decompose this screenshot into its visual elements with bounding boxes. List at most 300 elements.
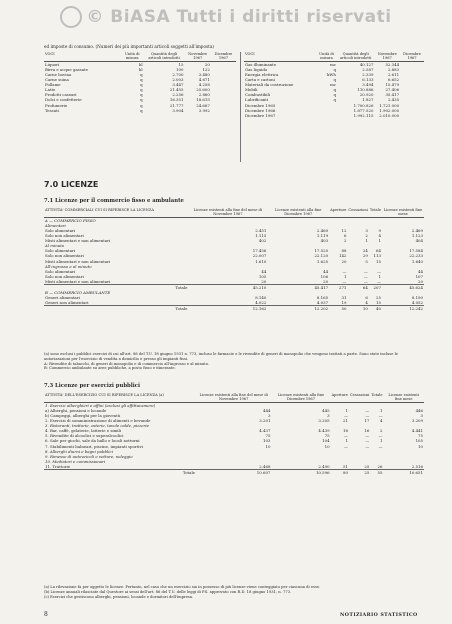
esercizi-cell: 105 (415, 438, 423, 444)
commercio-cell: Generi non alimentari (45, 300, 89, 306)
esercizi-cell: 17 (364, 418, 370, 424)
top-right-cell: Combustibili (245, 92, 271, 98)
commercio-cell: 4.022 (255, 300, 267, 306)
commercio-cell: — (363, 278, 368, 284)
commercio-cell: 3 (365, 228, 368, 233)
top-left-cell: 3.447 (172, 82, 184, 88)
top-left-cell: hl (138, 66, 143, 72)
esercizi-cell: 103 (262, 438, 271, 444)
esercizi-cell: 10 (265, 443, 271, 449)
top-left-cell: 2.256 (172, 92, 184, 98)
top-right-cell: Lubrificanti (245, 97, 269, 103)
top-left-cell: 21.777 (169, 102, 184, 108)
commercio-cell: 20 (323, 278, 329, 284)
top-left-cell: hl (138, 61, 143, 67)
commercio-cell: 106 (320, 273, 329, 279)
esercizi-cell: 75 (418, 433, 423, 439)
esercizi-cell: 4.439 (318, 428, 330, 434)
commercio-cell: 105 (258, 273, 267, 279)
top-right-cell: Gas illuminante (245, 61, 277, 67)
top-right-cell: 1.700.826 (353, 102, 374, 108)
top-left-cell: Prodotti caseari (45, 92, 77, 98)
commercio-cell: 17.520 (314, 248, 329, 254)
commercio-cell: Misti alimentari e non alimentari (45, 278, 111, 284)
commercio-cell: 142 (338, 253, 347, 259)
esercizi-cell: 10 (418, 443, 423, 449)
commercio-cell: 20 (341, 258, 347, 264)
commercio-cell: 6 (343, 233, 347, 239)
top-right-cell: 2.611 (387, 72, 400, 77)
commercio-cell: Solo non alimentari (45, 233, 84, 239)
top-right-cell: 110.886 (357, 87, 374, 93)
top-right-cell: 40.127 (359, 61, 374, 67)
top-right-cell: 52.344 (385, 61, 400, 67)
esercizi-header-row (44, 393, 424, 402)
commercio-cell: 271 (329, 285, 347, 291)
commercio-cell: 50 (329, 306, 347, 312)
esercizi-cell: 3. Ristoranti, trattorie, osterie, tavole calde, pizzerie (45, 423, 149, 429)
esercizi-cell: 1 (345, 407, 348, 413)
esercizi-cell: 21 (342, 418, 348, 424)
esercizi-cell: 6. Sale per giochi, sale da ballo e locali notturni (45, 438, 140, 444)
esercizi-cell: 51 (342, 463, 348, 469)
commercio-cell: 40 (369, 306, 382, 312)
esercizi-cell: — (365, 438, 370, 444)
commercio-cell: 1.115 (255, 233, 267, 239)
esercizi-cell: — (365, 413, 370, 418)
publication-name: NOTIZIARIO STATISTICO (340, 612, 418, 618)
table-esercizi-pubblici (44, 393, 424, 475)
esercizi-cell: 11. Trattorie (45, 463, 71, 469)
esercizi-cell: 26 (377, 463, 383, 469)
esercizi-column-header: Cessazioni (349, 393, 370, 402)
top-left-cell: Pollame (45, 82, 61, 88)
esercizi-cell: 75 (324, 433, 330, 439)
top-left-cell: q (140, 102, 143, 108)
commercio-cell: 20 (418, 278, 423, 284)
top-right-cell: 1.992.115 (353, 112, 374, 118)
esercizi-cell: 4 (379, 418, 383, 424)
esercizi-cell: 80 (331, 470, 349, 476)
commercio-cell: 2.460 (316, 228, 329, 233)
section-heading: 7.0 LICENZE (44, 180, 99, 189)
top-right-cell: Carta e cartoni (245, 77, 275, 83)
esercizi-cell: 18 (342, 428, 348, 434)
esercizi-cell: 8. Alberghi diurni e bagni pubblici (45, 448, 113, 454)
top-right-cell: q (333, 87, 336, 93)
esercizi-cell: 3 (267, 413, 271, 418)
commercio-cell: 2 (365, 233, 368, 239)
top-left-cell: 2.860 (198, 92, 210, 98)
top-left-cell: 100 (176, 66, 184, 72)
commercio-cell: — (342, 268, 347, 274)
commercio-cell: 12.162 (188, 306, 267, 312)
commercio-cell: 24 (362, 248, 368, 254)
commercio-note: (a) sono esclusi i pubblici esercizi di cui all'art. 86 del T.U. 18 giugno 1931 n. 773, incluso le farmacie e le rivendite di generi di monopolio che vengono trattati a parte. Sono state incluse le autorizzazioni per l'esercizio di vendita a domicilio e presso gli impianti fissi. (44, 352, 398, 361)
esercizi-cell: — (344, 433, 348, 439)
seal-icon (60, 6, 82, 28)
top-left-column-header: Dicembre 1967 (211, 52, 236, 61)
esercizi-cell: 25 (364, 463, 370, 469)
commercio-cell: 12 (341, 228, 347, 233)
commercio-cell: All'ingrosso e al minuto (45, 263, 92, 269)
commercio-cell: 1 (365, 238, 368, 244)
esercizi-cell: 1 (345, 438, 348, 444)
top-left-cell: q (140, 82, 143, 88)
commercio-cell: — (363, 273, 368, 279)
esercizi-cell: 1 (379, 407, 383, 413)
esercizi-cell: 75 (265, 433, 271, 439)
commercio-cell: Solo alimentari (45, 228, 76, 233)
commercio-cell: 12.242 (382, 306, 424, 312)
esercizi-column-header: Aperture (331, 393, 349, 402)
esercizi-cell: a) Alberghi, pensioni e locande (45, 407, 107, 413)
top-table-divider (240, 52, 241, 162)
top-right-cell: 35.417 (385, 92, 400, 98)
top-left-cell: 3.904 (172, 107, 184, 113)
commercio-header-row (44, 208, 424, 217)
esercizi-column-header: Totale (370, 393, 383, 402)
top-left-cell: 20 (204, 61, 210, 67)
top-left-column-header: VOCI (44, 52, 121, 61)
top-right-row (244, 113, 424, 118)
esercizi-cell: 104 (322, 438, 330, 444)
top-left-cell: 122 (202, 66, 210, 72)
top-right-column-header: Novembre 1967 (374, 52, 400, 61)
commercio-row (44, 306, 424, 312)
esercizi-cell: 10 (324, 443, 330, 449)
top-left-row (44, 108, 236, 113)
commercio-cell: 207 (369, 285, 382, 291)
commercio-note: A: Rivendite di tabacchi, di generi di monopolio e di commercio all'ingrosso e al minuto. (44, 361, 210, 366)
top-right-header-row (244, 52, 424, 61)
esercizi-cell: 3.205 (318, 418, 330, 424)
top-left-cell: 16.351 (169, 97, 184, 103)
commercio-cell: 9 (378, 228, 381, 233)
esercizi-cell: 2.516 (411, 463, 423, 469)
top-left-cell: 18.615 (196, 97, 210, 103)
top-left-cell: Liquori (45, 61, 60, 67)
commercio-cell: 12.202 (267, 306, 329, 312)
commercio-note: B: Commercio ambulante su aree pubbliche, a posto fisso e itinerante. (44, 366, 176, 371)
commercio-cell: 44 (323, 268, 329, 274)
esercizi-cell: — (378, 433, 383, 439)
commercio-cell: A — COMMERCIO FISSO (45, 217, 96, 223)
esercizi-cell: 2. Esercizi di somministrazione di alimenti e bevande (45, 418, 151, 424)
commercio-cell: 403 (320, 238, 329, 244)
esercizi-cell: 5. Rivendite di alcoolici e superalcoolici (45, 433, 124, 439)
top-right-cell: Gas liquido (245, 66, 268, 72)
esercizi-cell: — (365, 443, 370, 449)
top-right-grid (244, 52, 424, 118)
esercizi-cell: — (378, 413, 383, 418)
commercio-column-header: Aperture (329, 208, 347, 217)
esercizi-cell: 25 (349, 470, 370, 476)
top-left-cell: Tessuti (45, 107, 59, 113)
top-left-cell: Carne bovina (45, 72, 72, 77)
top-left-cell: 3.480 (198, 72, 210, 77)
page-number: 8 (44, 611, 48, 618)
esercizi-column-header: Licenze esistenti alla fine Dicembre 1967 (271, 393, 330, 402)
commercio-cell: Totale (44, 285, 188, 291)
commercio-cell: 402 (258, 238, 267, 244)
top-right-cell: 2.339 (362, 72, 374, 77)
commercio-cell: 15 (376, 300, 381, 306)
esercizi-cell: — (344, 443, 348, 449)
esercizi-cell: 444 (262, 407, 271, 413)
commercio-cell: Generi alimentari (45, 295, 80, 301)
commercio-cell: 25 (376, 295, 381, 301)
commercio-cell: 45.624 (382, 285, 424, 291)
commercio-cell: Misti alimentari e non alimentari (45, 238, 111, 244)
commercio-cell: 29 (362, 253, 368, 259)
esercizi-cell: 3 (420, 413, 423, 418)
esercizi-cell: 10. Mediatori e commissionari (45, 458, 106, 464)
top-left-cell: q (140, 77, 143, 83)
commercio-cell: 17.456 (252, 248, 267, 254)
esercizi-cell: 4.437 (259, 428, 271, 434)
top-right-cell: Mobili (245, 87, 258, 93)
esercizi-cell: — (344, 413, 348, 418)
top-left-cell: 25.600 (196, 87, 210, 93)
esercizi-cell: 2.490 (318, 463, 330, 469)
top-left-cell: Birra e acque gassate (45, 66, 88, 72)
commercio-cell: B — COMMERCIO AMBULANTE (45, 290, 111, 296)
commercio-cell: 107 (415, 273, 423, 279)
commercio-cell: 22.233 (409, 253, 423, 259)
top-left-cell: q (140, 92, 143, 98)
top-left-cell: 2.700 (172, 72, 184, 77)
commercio-cell: 45.210 (188, 285, 267, 291)
top-right-cell: Dicembre 1966 (245, 107, 276, 113)
top-right-column-header: Dicembre 1967 (400, 52, 424, 61)
top-right-cell: 2.435 (387, 97, 400, 103)
commercio-cell: 17.584 (409, 248, 423, 254)
top-left-column-header: Unità di misura (121, 52, 144, 61)
esercizi-cell: 10.651 (383, 470, 424, 476)
top-left-cell: 4.258 (198, 82, 210, 88)
esercizi-cell: 10.607 (196, 470, 271, 476)
commercio-cell: Misti alimentari e non alimentari (45, 258, 111, 264)
subsection-7-3: 7.3 Licenze per esercizi pubblici (44, 383, 141, 389)
commercio-cell: 113 (373, 253, 381, 259)
commercio-cell: 1.640 (411, 258, 423, 264)
commercio-column-header: Cessazioni (347, 208, 368, 217)
top-table-right (244, 52, 424, 118)
top-left-cell: q (140, 72, 143, 77)
top-right-cell: q (333, 77, 336, 83)
top-right-cell: mc (330, 82, 336, 88)
commercio-cell: 1.119 (316, 233, 329, 239)
esercizi-cell: 445 (322, 407, 330, 413)
esercizi-cell: 2 (379, 428, 383, 434)
top-left-cell: 4.671 (198, 77, 210, 83)
esercizi-cell: — (365, 433, 370, 439)
top-right-cell: 20.920 (359, 92, 374, 98)
top-left-cell: Profumerie (45, 102, 68, 108)
top-right-cell: Dicembre 1967 (245, 112, 276, 118)
commercio-cell: 44 (418, 268, 423, 274)
top-left-cell: Dolci e confetterie (45, 97, 82, 103)
table-esercizi-notes (44, 585, 424, 599)
esercizi-grid (44, 393, 424, 475)
top-left-cell: 3.992 (198, 107, 210, 113)
top-right-cell: 1.827 (362, 97, 374, 103)
commercio-cell: 404 (415, 238, 423, 244)
commercio-cell: 20 (261, 278, 267, 284)
esercizi-cell: 446 (415, 407, 423, 413)
commercio-grid (44, 208, 424, 312)
top-right-cell: 2.883 (387, 66, 400, 72)
esercizi-cell: 3.209 (411, 418, 423, 424)
commercio-cell: Solo non alimentari (45, 273, 84, 279)
top-right-cell: q (333, 66, 336, 72)
top-right-cell: 1.902.000 (379, 107, 400, 113)
top-right-column-header: Quantità degli articoli introdotti (337, 52, 374, 61)
top-right-cell: q (333, 92, 336, 98)
top-left-cell: Carne suina (45, 77, 69, 83)
top-right-cell: 1.877.520 (353, 107, 374, 113)
top-right-cell: Dicembre 1965 (245, 102, 276, 108)
commercio-cell: Solo alimentari (45, 248, 76, 254)
esercizi-cell: 2.468 (259, 463, 271, 469)
commercio-cell: 2.469 (411, 228, 423, 233)
esercizi-note: (c) Esercizi che gestiscono alberghi, pensioni, locande e dormitori dell'impresa. (44, 594, 194, 599)
top-right-cell: kWh (327, 72, 336, 77)
top-right-cell: 2.010.000 (379, 112, 400, 118)
commercio-cell: 1.610 (255, 258, 267, 264)
commercio-cell: 1 (343, 273, 347, 279)
esercizi-cell: 55 (370, 470, 383, 476)
commercio-cell: Solo non alimentari (45, 253, 84, 259)
top-right-cell: Materiali da costruzione (245, 82, 294, 88)
commercio-cell: 1 (378, 273, 381, 279)
esercizi-cell: 4.441 (411, 428, 423, 434)
esercizi-cell: — (365, 407, 370, 413)
top-right-column-header: Unità di misura (316, 52, 337, 61)
commercio-cell: 2.451 (255, 228, 267, 233)
commercio-column-header: Licenze esistenti alla fine del mese di Novembre 1967 (188, 208, 267, 217)
top-left-cell: 24.667 (196, 102, 210, 108)
esercizi-row (44, 470, 424, 476)
top-table-title: ed imposte di consumo. (Numeri dei più importanti articoli soggetti all'imposta) (44, 44, 214, 49)
top-right-column-header: VOCI (244, 52, 316, 61)
top-right-cell (316, 113, 337, 118)
commercio-cell: Solo alimentari (45, 268, 76, 274)
commercio-cell: 4.037 (316, 300, 329, 306)
top-right-cell: 2.587 (362, 66, 374, 72)
commercio-cell: 4 (365, 300, 368, 306)
commercio-cell: 1.123 (411, 233, 423, 239)
commercio-cell: 88 (341, 248, 347, 254)
top-left-cell: 15 (178, 61, 184, 67)
esercizi-column-header: Licenze esistenti alla fine del mese di Novembre 1967 (196, 393, 271, 402)
commercio-column-header: Licenze esistenti alla fine Dicembre 1967 (267, 208, 329, 217)
esercizi-cell: 1. Esercizi alberghieri e affini (esclusi gli affittacamere) (45, 402, 156, 408)
commercio-cell: 10 (347, 306, 368, 312)
commercio-column-header: Totale (369, 208, 382, 217)
top-left-column-header: Novembre 1967 (184, 52, 210, 61)
commercio-cell: 8.140 (255, 295, 267, 301)
top-left-cell: 21.455 (169, 87, 184, 93)
top-left-row (44, 97, 236, 102)
watermark (0, 6, 452, 28)
esercizi-column-header: ATTIVITA' DELL'ESERCIZIO CUI SI RIFERISCE LA LICENZA (a) (44, 393, 196, 402)
commercio-cell: — (377, 278, 381, 284)
commercio-cell: 15 (376, 258, 381, 264)
top-left-cell: q (140, 97, 143, 103)
esercizi-cell: 16 (364, 428, 370, 434)
subsection-7-1: 7.1 Licenze per il commercio fisso e ambulante (44, 198, 184, 204)
table-commercio-notes (44, 352, 424, 371)
top-left-column-header: Quantità degli articoli introdotti (144, 52, 185, 61)
commercio-cell: 31 (341, 295, 347, 301)
esercizi-cell: b) Campeggi, alberghi per la gioventù (45, 413, 121, 418)
commercio-cell: 64 (376, 248, 381, 254)
esercizi-cell: 7. Stabilimenti balneari, piscine, impianti sportivi (45, 443, 143, 449)
commercio-cell: Totale (44, 306, 188, 312)
esercizi-note: (b) Licenze annuali rilasciate dal Questore ai sensi dell'art. 86 del T.U. delle leggi di P.S. approvato con R.D. 18 giugno 1931, n. 773. (44, 589, 292, 594)
top-right-cell: q (333, 97, 336, 103)
top-right-cell: 27.406 (385, 87, 400, 93)
commercio-cell: 45.417 (267, 285, 329, 291)
commercio-cell: Al minuto (45, 243, 65, 249)
esercizi-cell: 9. Rimesse di autoveicoli e vetture, noleggio (45, 453, 133, 459)
commercio-cell: 8.190 (411, 295, 423, 301)
commercio-cell: 1 (378, 238, 381, 244)
commercio-cell: Alimentari (45, 222, 66, 228)
top-right-cell: 6.133 (362, 77, 374, 83)
esercizi-cell: — (378, 443, 383, 449)
esercizi-cell: 3 (327, 413, 330, 418)
commercio-cell: 44 (261, 268, 267, 274)
commercio-cell: 22.120 (314, 253, 329, 259)
watermark-text: © BiASA Tutti i diritti riservati (86, 7, 392, 27)
esercizi-note: (a) La rilevazione fa per oggetto le licenze. Pertanto, nel caso che un esercizio sia in possesso di più licenze viene conteggiato per ciascuna di esse. (44, 585, 321, 589)
top-left-header-row (44, 52, 236, 61)
commercio-cell: 1.625 (316, 258, 329, 264)
top-right-cell: 15.479 (385, 82, 400, 88)
commercio-cell: 5 (365, 258, 368, 264)
commercio-column-header: ATTIVITA' COMMERCIALI CUI SI RIFERISCE LA LICENZA (44, 208, 188, 217)
esercizi-cell: 1 (379, 438, 383, 444)
top-left-cell: q (140, 107, 143, 113)
commercio-cell: — (342, 278, 347, 284)
esercizi-cell: Totale (44, 470, 196, 476)
top-right-cell: 1.721.000 (379, 102, 400, 108)
commercio-cell: 6 (365, 295, 368, 301)
top-left-grid (44, 52, 236, 113)
commercio-cell: — (363, 268, 368, 274)
esercizi-column-header: Licenze esistenti fine mese (383, 393, 424, 402)
commercio-cell: 4 (378, 233, 381, 239)
top-right-cell: mc (330, 61, 336, 67)
commercio-cell: — (377, 268, 381, 274)
table-commercio (44, 208, 424, 312)
commercio-cell: 4.052 (411, 300, 423, 306)
top-right-cell: Energia elettrica (245, 72, 279, 77)
top-left-cell: 2.003 (172, 77, 184, 83)
commercio-cell: 2 (343, 238, 347, 244)
esercizi-cell: 4. Bar, caffè, gelaterie, latterie e simili (45, 428, 122, 434)
commercio-cell: 19 (341, 300, 347, 306)
top-table-left (44, 52, 236, 113)
commercio-cell: 8.165 (316, 295, 329, 301)
top-right-cell: 3.494 (362, 82, 374, 88)
top-left-cell: q (140, 87, 143, 93)
esercizi-cell: 3.201 (259, 418, 271, 424)
commercio-column-header: Licenze esistenti fine mese (383, 208, 423, 217)
